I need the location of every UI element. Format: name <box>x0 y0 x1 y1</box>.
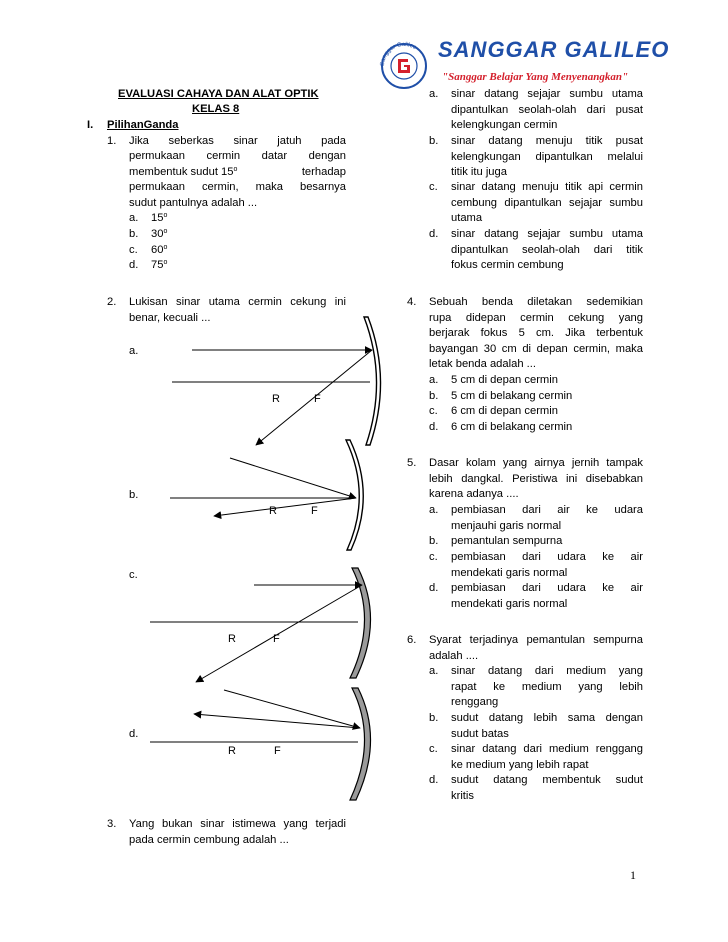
question-number: 5. <box>407 457 417 469</box>
option-b[interactable]: b. 30$^o$ <box>129 228 168 240</box>
option-c[interactable]: c. sinar datang menuju titik api cermin cembung dipantulkan sejajar sumbu utama <box>429 181 643 225</box>
question-text-line: sudut pantulnya adalah ... <box>129 197 258 209</box>
question-text-line: benar, kecuali ... <box>129 312 211 324</box>
section-number: I. <box>87 119 94 131</box>
option-d[interactable]: d. 6 cm di belakang cermin <box>429 421 573 433</box>
label-F: F <box>274 745 281 757</box>
question-number: 3. <box>107 818 117 830</box>
reflected-ray <box>214 498 356 516</box>
question-text-line: Lukisan sinar utama cermin cekung ini <box>129 296 346 308</box>
option-a[interactable]: a. <box>129 345 139 357</box>
question-text-line: permukaan cermin, maka besarnya <box>129 181 346 193</box>
label-R: R <box>228 745 236 757</box>
option-c[interactable]: c. <box>129 569 138 581</box>
diagram-c <box>150 568 371 682</box>
concave-mirror <box>346 440 363 550</box>
option-b[interactable]: b. 5 cm di belakang cermin <box>429 390 573 402</box>
option-a[interactable]: a. sinar datang sejajar sumbu utama dipantulkan seolah-olah dari pusat kelengkungan cermin <box>429 88 643 132</box>
logo-brand-text: SANGGAR GALILEO <box>438 37 670 62</box>
option-b[interactable]: b. sinar datang menuju titik pusat kelengkungan dipantulkan melalui titik itu juga <box>429 135 643 179</box>
concave-mirror <box>364 317 381 445</box>
diagram-a <box>172 317 381 445</box>
exam-class: KELAS 8 <box>192 103 240 115</box>
option-d[interactable]: d. sudut datang membentuk sudut kritis <box>429 774 643 802</box>
incident-ray <box>230 458 356 498</box>
label-R: R <box>269 505 277 517</box>
label-F: F <box>314 393 321 405</box>
option-a[interactable]: a. sinar datang dari medium yang rapat ke medium yang lebih renggang <box>429 665 643 709</box>
question-text: Syarat terjadinya pemantulan sempurna adalah .... <box>429 634 643 662</box>
question-text-line: permukaan cermin datar dengan <box>129 150 346 162</box>
option-b[interactable]: b. pemantulan sempurna <box>429 535 563 547</box>
question-number: 6. <box>407 634 417 646</box>
option-c[interactable]: c. 6 cm di depan cermin <box>429 405 558 417</box>
option-a[interactable]: a. 5 cm di depan cermin <box>429 374 558 386</box>
question-text-segment: terhadap <box>301 166 346 178</box>
concave-mirror <box>350 688 371 800</box>
question-number: 2. <box>107 296 117 308</box>
label-R: R <box>272 393 280 405</box>
logo-circle-text: Sanggar Galileo <box>379 41 418 67</box>
option-d[interactable]: d. pembiasan dari udara ke air mendekati garis normal <box>429 582 643 610</box>
question-text: Dasar kolam yang airnya jernih tampak lebih dangkal. Peristiwa ini disebabkan karena adanya .... <box>429 457 643 501</box>
diagram-d <box>150 688 371 800</box>
page-number: 1 <box>630 868 636 882</box>
logo-tagline: "Sanggar Belajar Yang Menyenangkan" <box>442 71 629 83</box>
exam-title: EVALUASI CAHAYA DAN ALAT OPTIK <box>118 88 319 100</box>
option-c[interactable]: c. sinar datang dari medium renggang ke medium yang lebih rapat <box>429 743 643 771</box>
option-d[interactable]: d. <box>129 728 139 740</box>
option-d[interactable]: d. 75$^o$ <box>129 259 168 271</box>
logo <box>376 37 670 90</box>
question-number: 1. <box>107 135 117 147</box>
section-title: PilihanGanda <box>107 119 179 131</box>
diagram-b <box>170 440 363 550</box>
question-number: 4. <box>407 296 417 308</box>
option-b[interactable]: b. <box>129 489 139 501</box>
option-c[interactable]: c. pembiasan dari udara ke air mendekati garis normal <box>429 551 643 579</box>
label-R: R <box>228 633 236 645</box>
question-text-line: Jika seberkas sinar jatuh pada <box>129 135 346 147</box>
question-text: Sebuah benda diletakan sedemikian rupa didepan cermin cekung yang berjarak fokus 5 cm. Jika terbentuk bayangan 30 cm di depan cermin, maka letak benda adalah ... <box>429 296 643 371</box>
option-b[interactable]: b. sudut datang lebih sama dengan sudut batas <box>429 712 643 740</box>
question-text-segment: membentuk sudut 15$^o$ <box>129 166 238 178</box>
label-F: F <box>311 505 318 517</box>
question-text-line: pada cermin cembung adalah ... <box>129 834 289 846</box>
option-c[interactable]: c. 60$^o$ <box>129 244 168 256</box>
option-a[interactable]: a. 15$^o$ <box>129 212 168 224</box>
option-d[interactable]: d. sinar datang sejajar sumbu utama dipantulkan seolah-olah dari titik fokus cermin cembung <box>429 228 643 272</box>
option-a[interactable]: a. pembiasan dari air ke udara menjauhi garis normal <box>429 504 643 532</box>
question-text-line: Yang bukan sinar istimewa yang terjadi <box>129 818 346 830</box>
label-F: F <box>273 633 280 645</box>
